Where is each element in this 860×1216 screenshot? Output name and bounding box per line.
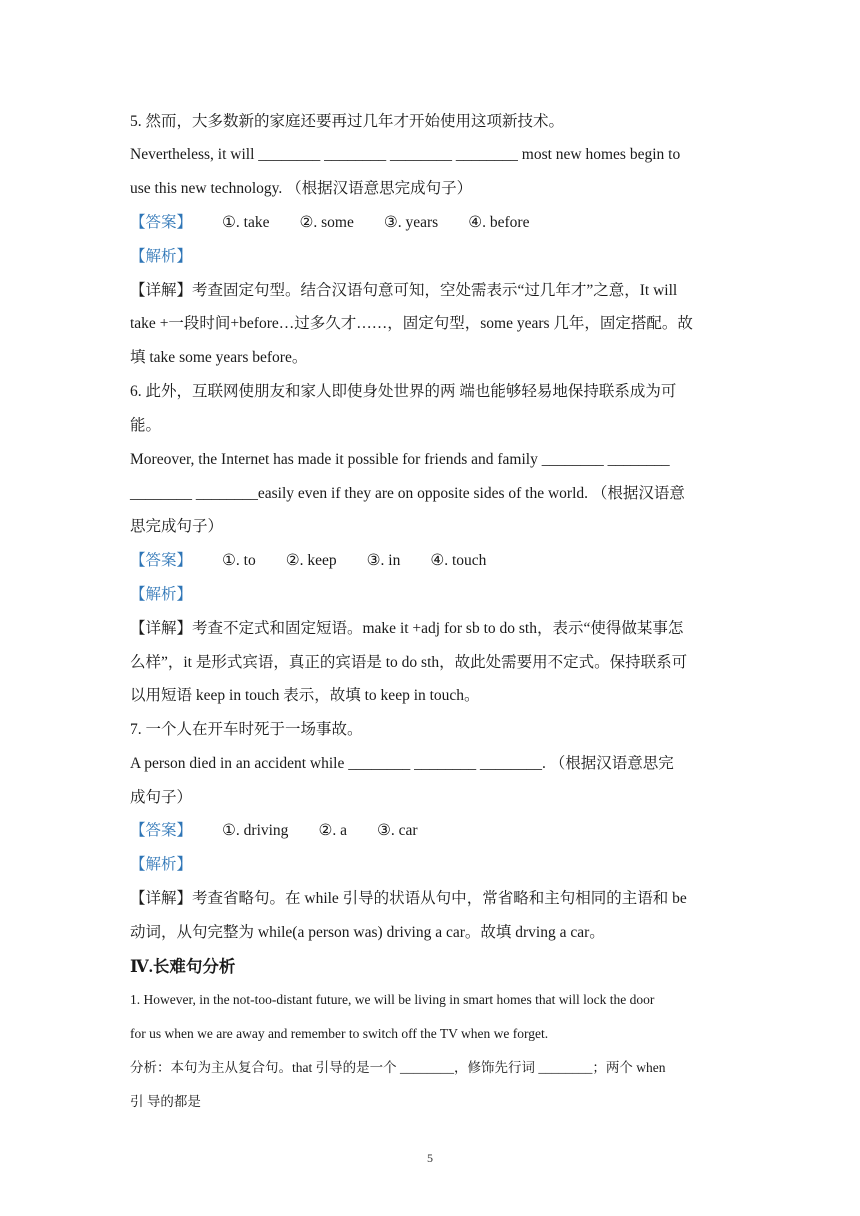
answer-item: ①. to [222, 552, 256, 569]
q7-english-line-2: 成句子） [130, 789, 193, 806]
q7-prompt-cn: 7. 一个人在开车时死于一场事故。 [130, 721, 363, 738]
q6-english-line-1: Moreover, the Internet has made it possible for friends and family ________ ________ [130, 451, 670, 468]
q5-answer-row [130, 213, 730, 233]
q7-analysis-label: 【解析】 [130, 856, 193, 873]
q6-prompt-cn-line-1: 6. 此外，互联网使朋友和家人即使身处世界的两 端也能够轻易地保持联系成为可 [130, 383, 677, 400]
q5-detail-line-1: 【详解】考查固定句型。结合汉语句意可知，空处需表示“过几年才”之意，It will [130, 282, 678, 299]
answer-item: ②. some [299, 214, 354, 231]
answer-item: ①. take [222, 214, 270, 231]
q5-prompt-cn: 5. 然而，大多数新的家庭还要再过几年才开始使用这项新技术。 [130, 113, 565, 130]
s1-sentence-line-1: 1. However, in the not-too-distant future, we will be living in smart homes that will lock the door [130, 992, 655, 1007]
answer-label: 【答案】 [130, 822, 193, 839]
page-number: 5 [427, 1151, 433, 1165]
q6-detail-line-3: 以用短语 keep in touch 表示，故填 to keep in touch。 [130, 687, 480, 704]
answer-item: ④. before [468, 214, 530, 231]
answer-item: ④. touch [430, 552, 487, 569]
q6-english-line-3: 思完成句子） [130, 518, 224, 535]
q6-answer-row [130, 551, 730, 571]
q6-prompt-cn-line-2: 能。 [130, 417, 162, 434]
q5-english-line-2: use this new technology. （根据汉语意思完成句子） [130, 180, 473, 197]
answer-item: ②. keep [285, 552, 337, 569]
q7-answer-row [130, 821, 730, 841]
answer-item: ③. in [366, 552, 401, 569]
section-heading: Ⅳ.长难句分析 [130, 957, 236, 976]
answer-label: 【答案】 [130, 214, 193, 231]
q5-analysis-label: 【解析】 [130, 248, 193, 265]
answer-label: 【答案】 [130, 552, 193, 569]
q6-english-line-2: ________ ________easily even if they are on opposite sides of the world. （根据汉语意 [130, 485, 685, 502]
answer-item: ②. a [318, 822, 347, 839]
q7-english-line-1: A person died in an accident while ________ ________ ________. （根据汉语意思完 [130, 755, 674, 772]
answer-item: ③. car [376, 822, 418, 839]
answer-item: ①. driving [222, 822, 289, 839]
s1-analysis-line-1: 分析：本句为主从复合句。that 引导的是一个 ________，修饰先行词 ________；两个 when [130, 1060, 666, 1075]
q6-detail-line-2: 么样”，it 是形式宾语，真正的宾语是 to do sth，故此处需要用不定式。保持联系可 [130, 654, 688, 671]
q7-detail-line-1: 【详解】考查省略句。在 while 引导的状语从句中，常省略和主句相同的主语和 be [130, 890, 687, 907]
q7-detail-line-2: 动词，从句完整为 while(a person was) driving a car。故填 drving a car。 [130, 924, 605, 941]
q5-detail-line-3: 填 take some years before。 [130, 349, 308, 366]
q6-detail-line-1: 【详解】考查不定式和固定短语。make it +adj for sb to do sth，表示“使得做某事怎 [130, 620, 684, 637]
s1-sentence-line-2: for us when we are away and remember to switch off the TV when we forget. [130, 1026, 549, 1041]
s1-analysis-line-2: 引 导的都是 [130, 1094, 201, 1109]
q5-english-line-1: Nevertheless, it will ________ ________ ________ ________ most new homes begin to [130, 146, 681, 163]
q5-detail-line-2: take +一段时间+before…过多久才……，固定句型，some years 几年，固定搭配。故 [130, 315, 693, 332]
q6-analysis-label: 【解析】 [130, 586, 193, 603]
answer-item: ③. years [383, 214, 439, 231]
